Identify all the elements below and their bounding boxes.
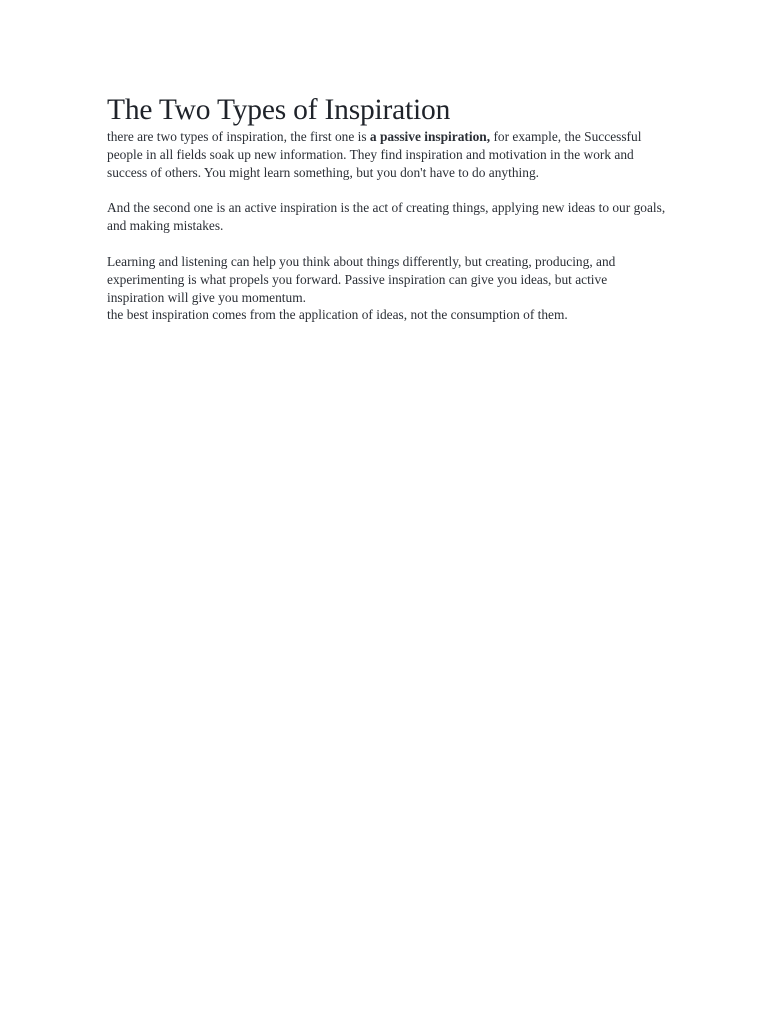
paragraph-1-text-start: there are two types of inspiration, the first one is [107, 129, 370, 144]
paragraph-gap [107, 235, 667, 253]
paragraph-passive-inspiration [107, 128, 667, 181]
document-title: The Two Types of Inspiration [107, 94, 451, 126]
paragraph-3-text: Learning and listening can help you think about things differently, but creating, producing, and experimenting is what propels you forward. Passive inspiration can give you ideas, but active inspiration will give you momentum. [107, 253, 616, 305]
paragraph-1-text-end: for example, the Successful people in all fields soak up new information. They find inspiration and motivation in the work and success of others. You might learn something, but you don't have to do anything. [107, 129, 642, 180]
document-page [107, 92, 667, 324]
paragraph-active-inspiration: And the second one is an active inspiration is the act of creating things, applying new ideas to our goals, and making mistakes. [107, 200, 666, 234]
paragraph-gap [107, 181, 667, 199]
paragraph-learning-and-listening [107, 253, 667, 324]
passive-inspiration-bold: a passive inspiration, [369, 129, 491, 144]
closing-line: the best inspiration comes from the application of ideas, not the consumption of them. [107, 307, 568, 323]
